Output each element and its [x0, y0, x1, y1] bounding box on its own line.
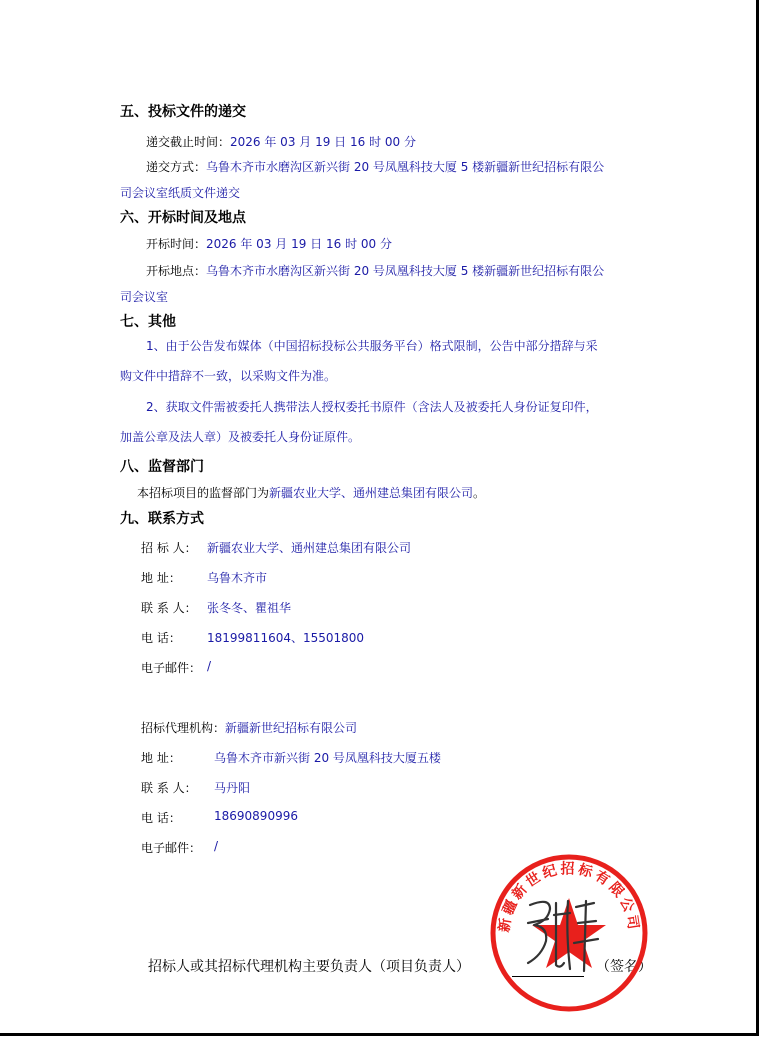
tenderer-address-value: 乌鲁木齐市	[207, 571, 268, 585]
tenderer-phone-label: 电 话：	[141, 631, 181, 645]
opening-time-value: 2026 年 03 月 19 日 16 时 00 分	[206, 237, 392, 251]
supervision-suffix: 。	[473, 486, 486, 500]
deadline-label: 递交截止时间：	[146, 135, 231, 149]
agency-contact-value: 马丹阳	[214, 781, 251, 795]
submission-method-row	[146, 158, 604, 175]
supervision-text	[137, 484, 485, 501]
submission-method-label: 递交方式：	[146, 160, 207, 174]
section-5-heading: 五、投标文件的递交	[120, 104, 246, 120]
agency-name-row	[141, 719, 357, 736]
opening-place-label: 开标地点：	[146, 264, 207, 278]
tenderer-contact-value: 张冬冬、瞿祖华	[207, 601, 292, 615]
other-item-1: 1、由于公告发布媒体（中国招标投标公共服务平台）格式限制，公告中部分措辞与采	[146, 339, 598, 353]
handwritten-signature	[520, 893, 602, 977]
agency-phone-label: 电 话：	[141, 811, 181, 825]
agency-contact-label: 联 系 人：	[141, 781, 197, 795]
agency-name-value: 新疆新世纪招标有限公司	[225, 721, 358, 735]
opening-place-value: 乌鲁木齐市水磨沟区新兴街 20 号凤凰科技大厦 5 楼新疆新世纪招标有限公	[206, 264, 605, 278]
opening-time-label: 开标时间：	[146, 237, 207, 251]
agency-address-value: 乌鲁木齐市新兴街 20 号凤凰科技大厦五楼	[214, 751, 441, 765]
submission-method-value: 乌鲁木齐市水磨沟区新兴街 20 号凤凰科技大厦 5 楼新疆新世纪招标有限公	[206, 160, 605, 174]
signature-suffix: （签名）	[596, 959, 652, 975]
section-9-heading: 九、联系方式	[120, 511, 204, 527]
agency-email-label: 电子邮件：	[141, 841, 202, 855]
seal-text: 新疆新世纪招标有限公司	[496, 861, 642, 934]
tenderer-name-label: 招 标 人：	[141, 541, 197, 555]
agency-name-label: 招标代理机构：	[141, 721, 226, 735]
opening-place-row	[146, 262, 604, 279]
tenderer-contact-label: 联 系 人：	[141, 601, 197, 615]
opening-place-value-cont: 司会议室	[120, 290, 169, 304]
section-6-heading: 六、开标时间及地点	[120, 210, 246, 226]
opening-time-row	[146, 235, 392, 252]
tenderer-phone-value: 18199811604、15501800	[207, 631, 365, 645]
signature-label: 招标人或其招标代理机构主要负责人（项目负责人）	[148, 959, 470, 975]
supervision-value: 新疆农业大学、通州建总集团有限公司	[269, 486, 474, 500]
deadline-value: 2026 年 03 月 19 日 16 时 00 分	[230, 135, 416, 149]
supervision-prefix: 本招标项目的监督部门为	[137, 486, 270, 500]
agency-address-label: 地 址：	[141, 751, 181, 765]
tenderer-address-label: 地 址：	[141, 571, 181, 585]
agency-phone-value: 18690890996	[214, 809, 298, 823]
submission-method-value-cont: 司会议室纸质文件递交	[120, 186, 241, 200]
section-7-heading: 七、其他	[120, 314, 176, 330]
other-item-2-cont: 加盖公章及法人章）及被委托人身份证原件。	[120, 430, 361, 444]
tenderer-name-row	[141, 539, 197, 556]
deadline-row	[146, 133, 416, 150]
other-item-1-cont: 购文件中措辞不一致，以采购文件为准。	[120, 369, 337, 383]
tenderer-name-value: 新疆农业大学、通州建总集团有限公司	[207, 541, 412, 555]
other-item-2: 2、获取文件需被委托人携带法人授权委托书原件（含法人及被委托人身份证复印件，	[146, 400, 598, 414]
section-8-heading: 八、监督部门	[120, 459, 204, 475]
agency-email-value: /	[214, 839, 219, 853]
tenderer-email-value: /	[207, 659, 212, 673]
tenderer-email-label: 电子邮件：	[141, 661, 202, 675]
